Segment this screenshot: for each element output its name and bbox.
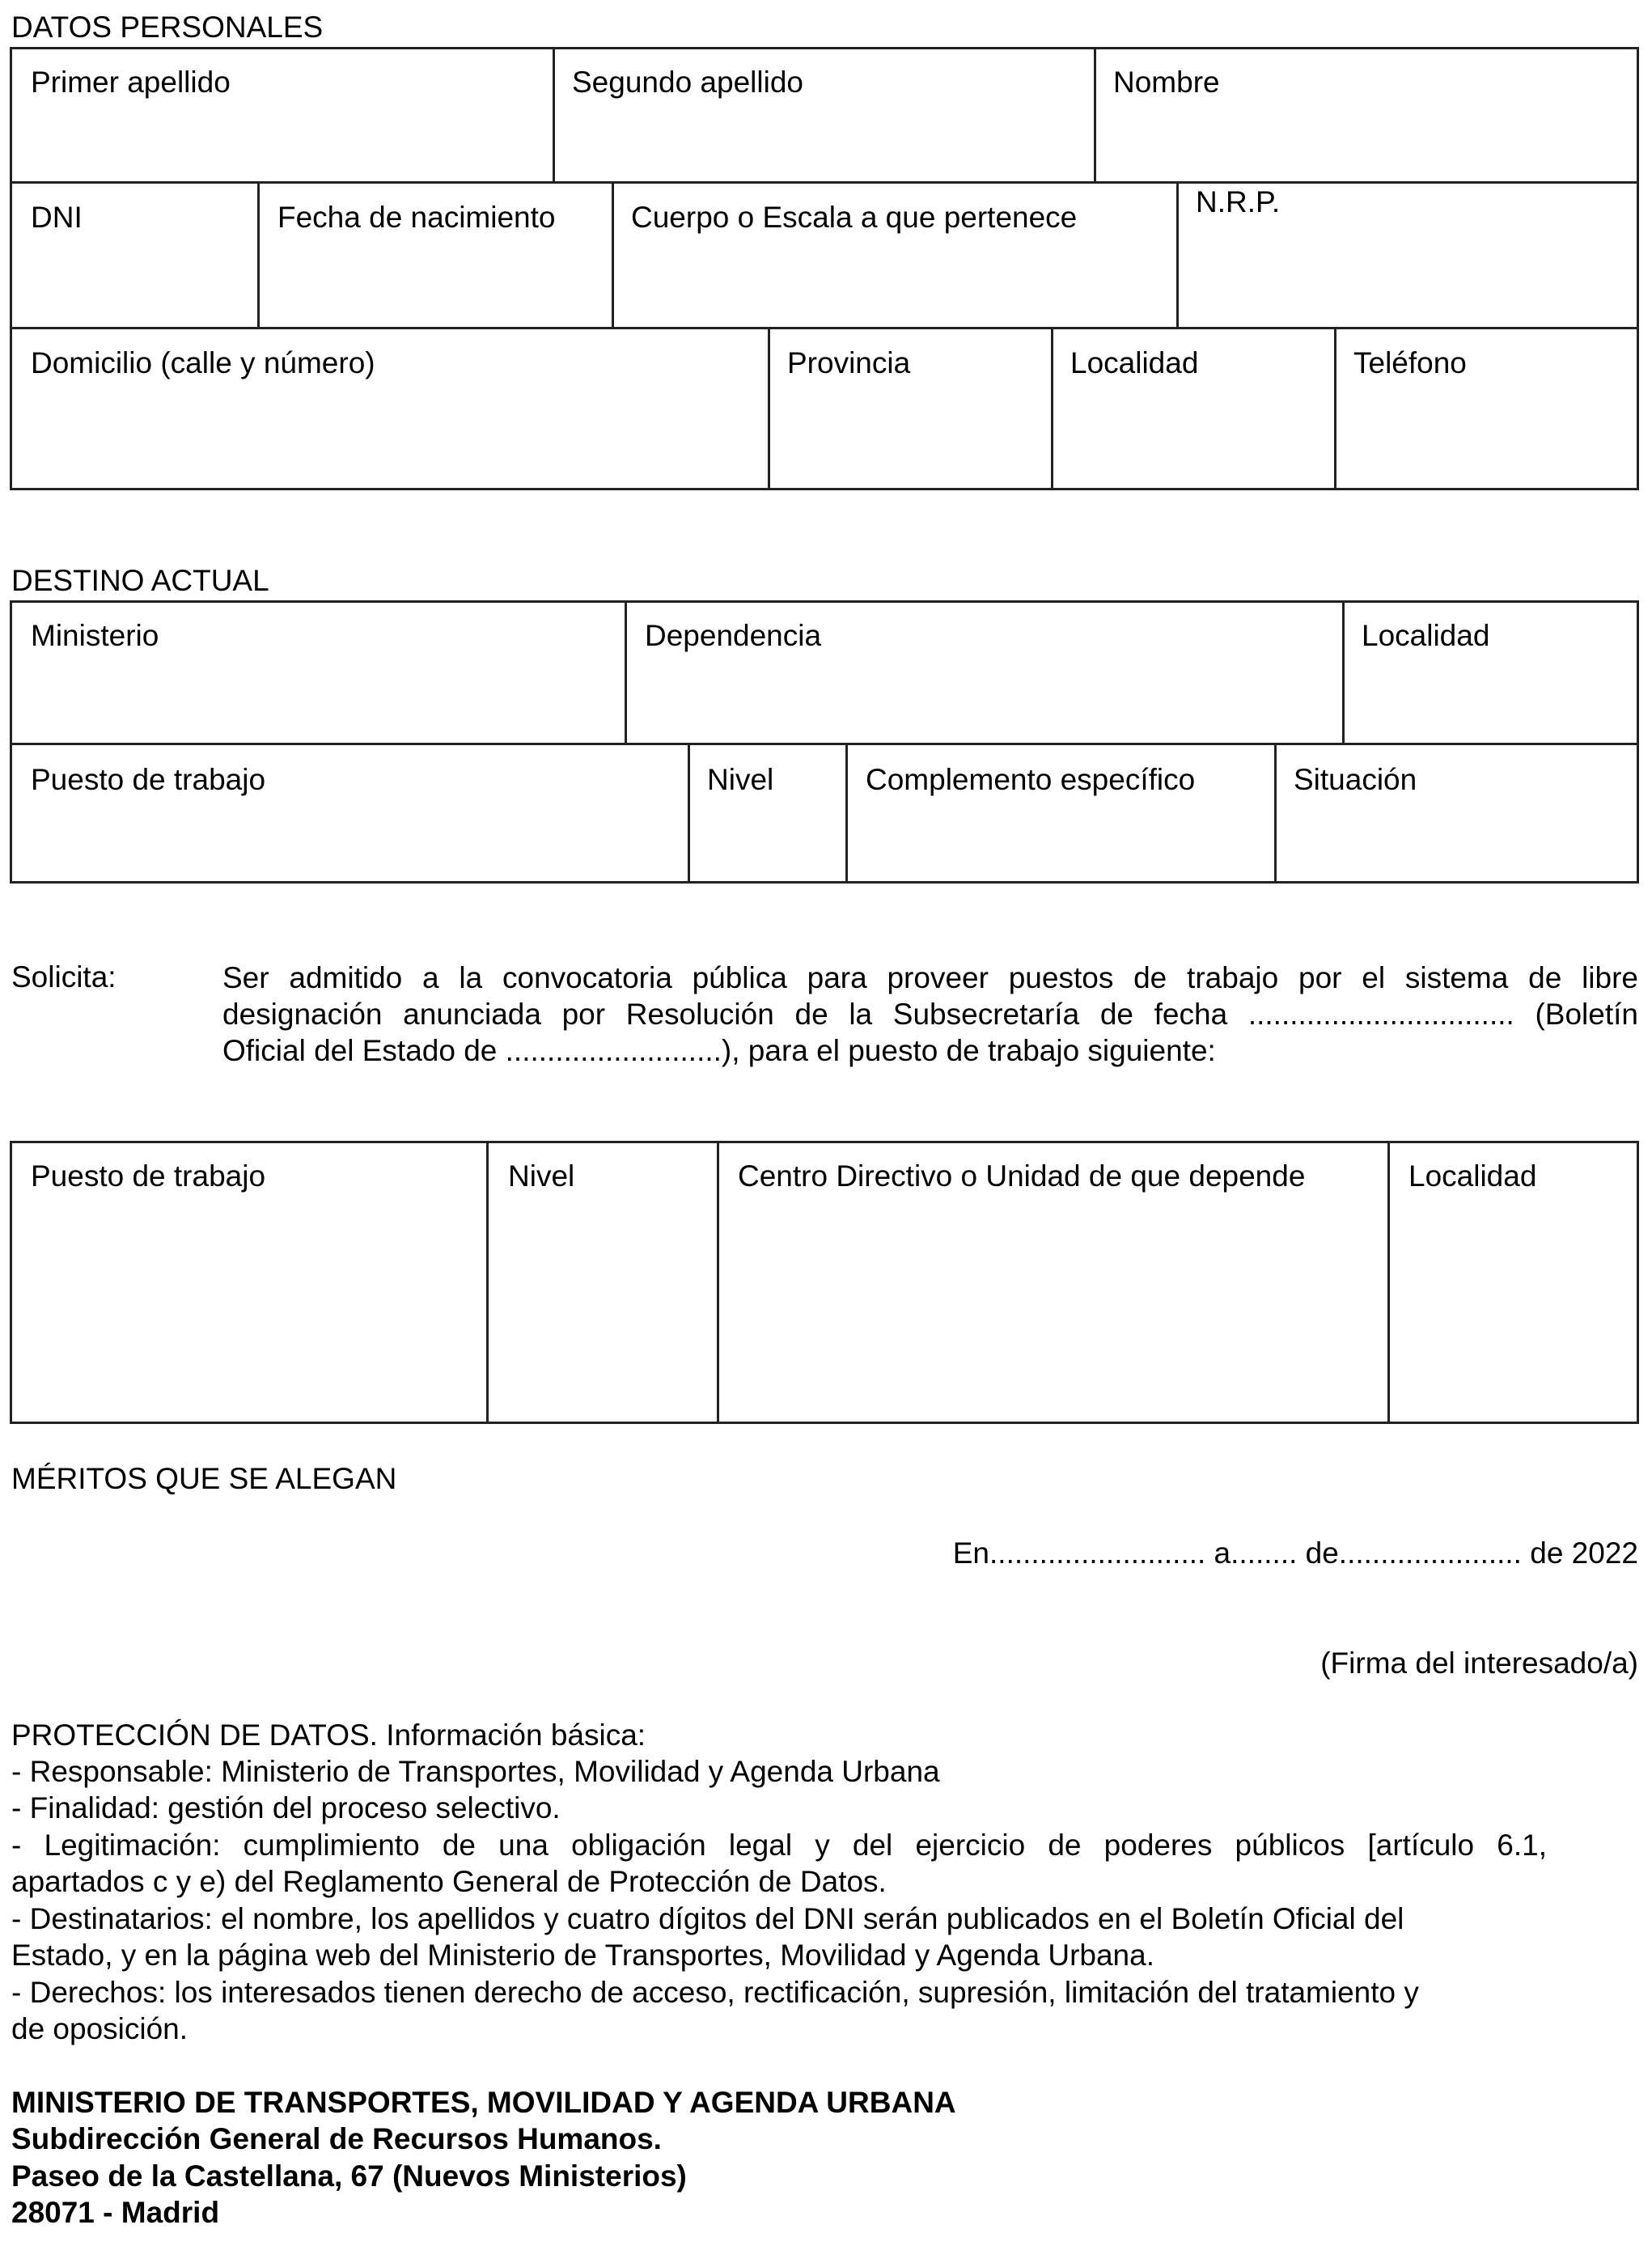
field-label-telefono: Teléfono [1353,346,1467,379]
divider [10,181,1639,184]
data-protection-derechos-1: - Derechos: los interesados tienen derecho de acceso, rectificación, supresión, limitación del tratamiento y [11,1976,1419,2009]
field-label-cuerpo-escala: Cuerpo o Escala a que pertenece [631,201,1078,234]
data-protection-responsable: - Responsable: Ministerio de Transportes, Movilidad y Agenda Urbana [11,1755,940,1788]
address-ministry: MINISTERIO DE TRANSPORTES, MOVILIDAD Y AGENDA URBANA [11,2086,956,2119]
field-label-nrp: N.R.P. [1196,185,1281,218]
divider [1051,327,1053,490]
field-label-primer-apellido: Primer apellido [31,66,231,99]
field-label-dni: DNI [31,201,83,234]
field-label-complemento-especifico: Complemento específico [866,763,1196,796]
address-street: Paseo de la Castellana, 67 (Nuevos Ministerios) [11,2159,687,2193]
data-protection-destinatarios-1: - Destinatarios: el nombre, los apellidos y cuatro dígitos del DNI serán publicados en el Boletín Oficial del [11,1902,1404,1935]
divider [257,181,260,328]
data-protection-finalidad: - Finalidad: gestión del proceso selectivo. [11,1791,561,1824]
divider [1176,181,1179,328]
field-label-nivel: Nivel [707,763,774,796]
data-protection-legitimacion-2: apartados c y e) del Reglamento General de Protección de Datos. [11,1865,887,1898]
section-heading-destino-actual: DESTINO ACTUAL [11,564,269,597]
field-label-localidad: Localidad [1408,1159,1537,1193]
divider [845,743,848,884]
field-label-situacion: Situación [1294,763,1417,796]
field-label-ministerio: Ministerio [31,619,159,652]
solicita-label: Solicita: [11,960,116,994]
field-label-provincia: Provincia [787,346,911,379]
data-protection-legitimacion-1: - Legitimación: cumplimiento de una obligación legal y del ejercicio de poderes públicos [artículo 6.1, [11,1829,1547,1862]
field-label-nivel: Nivel [508,1159,575,1193]
divider [688,743,690,884]
field-label-segundo-apellido: Segundo apellido [572,66,803,99]
field-label-puesto-trabajo: Puesto de trabajo [31,763,266,796]
divider [10,743,1639,745]
data-protection-title: PROTECCIÓN DE DATOS. Información básica: [11,1718,646,1752]
solicita-line-1: Ser admitido a la convocatoria pública para proveer puestos de trabajo por el sistema de libre [222,961,1638,994]
date-place-line: En.......................... a........ de...................... de 2022 [952,1536,1638,1570]
divider [1094,47,1096,183]
divider [612,181,614,328]
divider [1334,327,1336,490]
data-protection-destinatarios-2: Estado, y en la página web del Ministerio de Transportes, Movilidad y Agenda Urbana. [11,1939,1154,1972]
divider [1387,1141,1390,1424]
divider [553,47,555,183]
divider [486,1141,489,1424]
divider [768,327,770,490]
field-label-fecha-nacimiento: Fecha de nacimiento [277,201,556,234]
field-label-domicilio: Domicilio (calle y número) [31,346,375,379]
field-label-localidad: Localidad [1362,619,1490,652]
personal-data-table [10,47,1639,490]
solicita-line-3: Oficial del Estado de ..........................), para el puesto de trabajo siguiente: [222,1034,1216,1067]
solicita-line-2: designación anunciada por Resolución de la Subsecretaría de fecha ................................ (Boletín [222,998,1638,1031]
field-label-centro-directivo: Centro Directivo o Unidad de que depende [738,1159,1306,1193]
divider [717,1141,719,1424]
section-heading-meritos: MÉRITOS QUE SE ALEGAN [11,1462,397,1495]
field-label-localidad: Localidad [1070,346,1199,379]
address-department: Subdirección General de Recursos Humanos. [11,2122,662,2155]
signature-caption: (Firma del interesado/a) [1320,1646,1638,1680]
field-label-nombre: Nombre [1113,66,1220,99]
divider [10,327,1639,329]
divider [625,600,627,744]
section-heading-datos-personales: DATOS PERSONALES [11,11,324,44]
field-label-dependencia: Dependencia [645,619,822,652]
field-label-puesto-trabajo: Puesto de trabajo [31,1159,266,1193]
divider [1342,600,1345,744]
data-protection-derechos-2: de oposición. [11,2012,188,2045]
divider [1274,743,1277,884]
address-postal-city: 28071 - Madrid [11,2196,220,2229]
